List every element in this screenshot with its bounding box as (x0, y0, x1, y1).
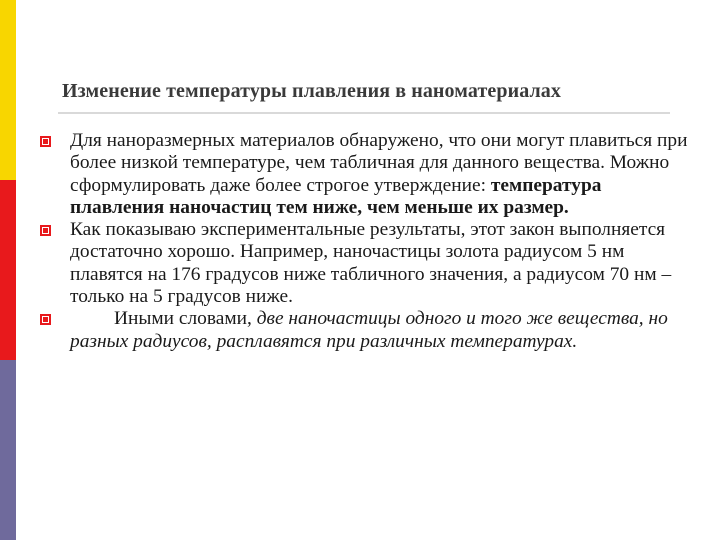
title-divider (58, 112, 670, 114)
slide-title: Изменение температуры плавления в наноматериалах (62, 80, 561, 102)
decorative-bar-red (0, 180, 16, 360)
red-square-bullet-icon (40, 136, 51, 147)
list-item (40, 219, 690, 308)
item-text: Иными словами, (114, 308, 257, 330)
red-square-bullet-icon (40, 314, 51, 325)
decorative-bar-purple (0, 360, 16, 540)
item-bold-statement: температура плавления наночастиц тем ниже, чем меньше их размер. (70, 174, 602, 218)
slide-body (40, 130, 690, 353)
item-italic-conclusion: две наночастицы одного и того же вещества, но разных радиусов, расплавятся при различных температурах. (70, 308, 668, 352)
decorative-bar-yellow (0, 0, 16, 180)
red-square-bullet-icon (40, 225, 51, 236)
item-text: Для наноразмерных материалов обнаружено, что они могут плавиться при более низкой температуре, чем табличная для данного вещества. Можно сформулировать даже более строгое утверждение: (70, 130, 688, 196)
item-text: Как показываю экспериментальные результаты, этот закон выполняется достаточно хорошо. Например, наночастицы золота радиусом 5 нм плавятся на 176 градусов ниже табличного значения, а радиусом 70 нм – только на 5 градусов ниже. (70, 219, 672, 308)
list-item (40, 308, 690, 353)
list-item (40, 130, 690, 219)
